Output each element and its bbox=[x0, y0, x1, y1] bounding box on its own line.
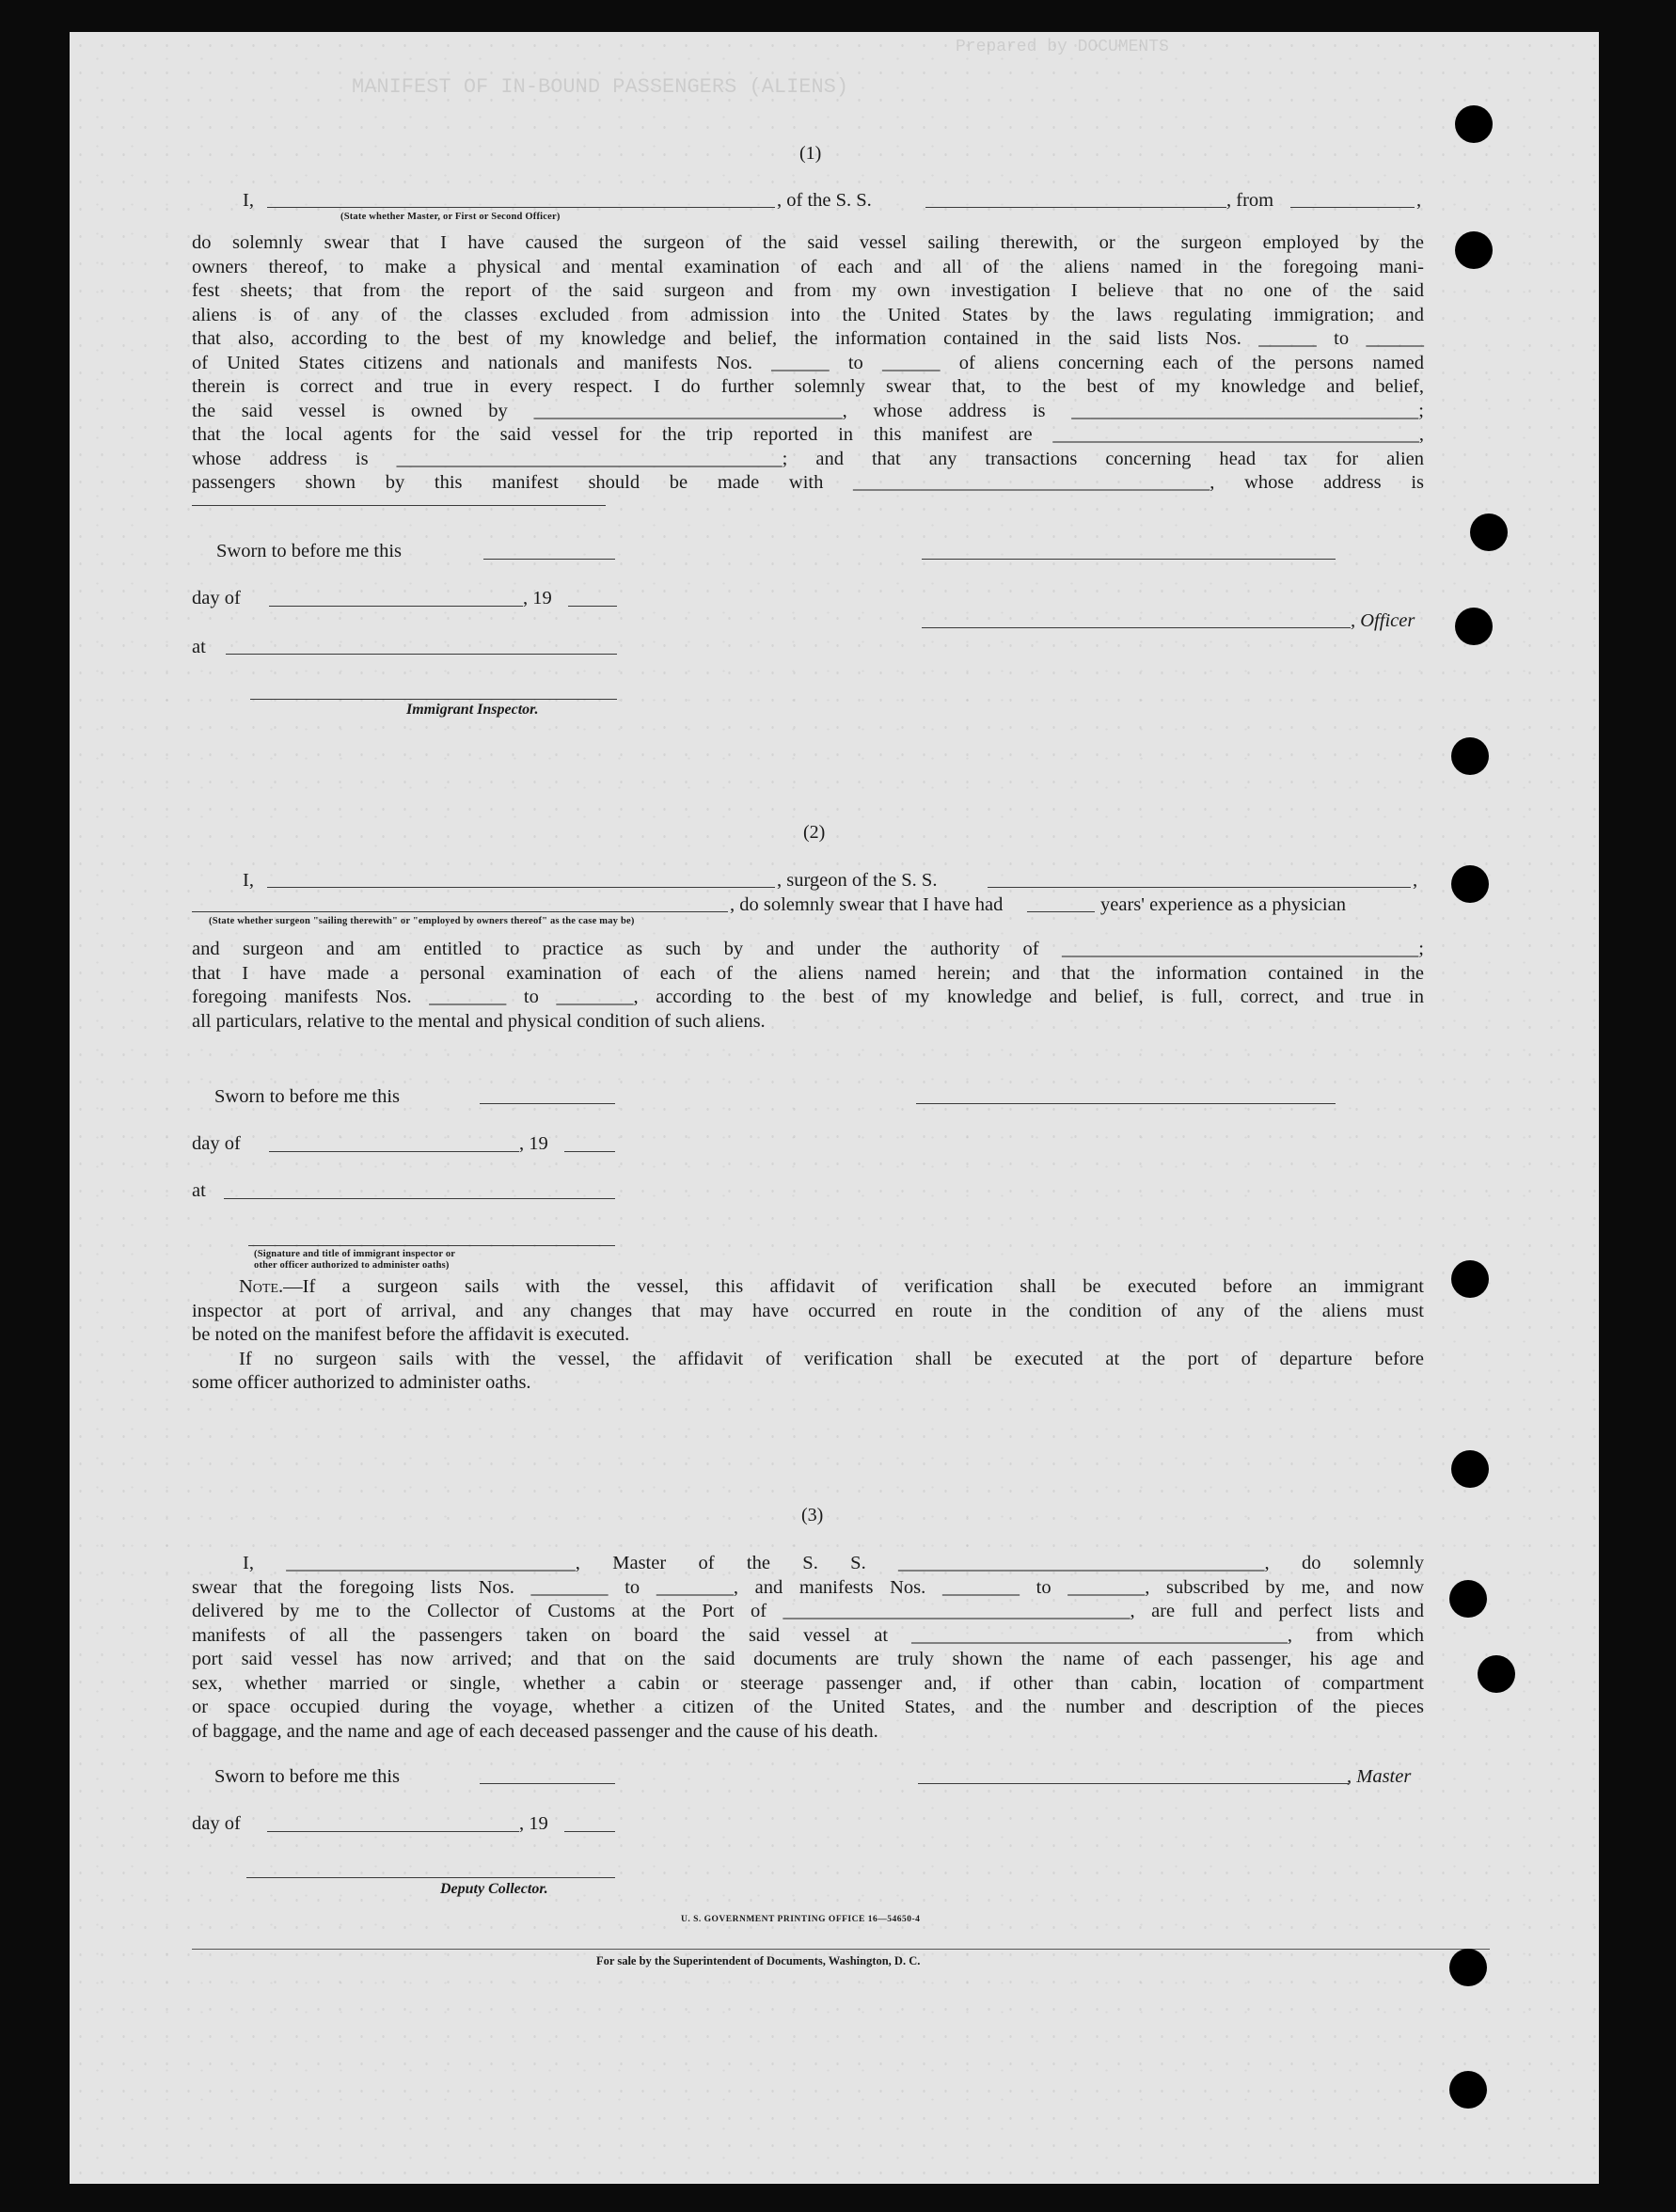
solemnly-swear-label: , do solemnly swear that I have had bbox=[730, 894, 1004, 915]
section-2-number: (2) bbox=[803, 822, 826, 843]
oath-line: delivered by me to the Collector of Customs at the Port of ____________________________________, are full and perfect lists and bbox=[192, 1601, 1424, 1621]
bleed-through-header-small: Prepared by DOCUMENTS bbox=[956, 38, 1169, 56]
for-sale-notice: For sale by the Superintendent of Documents, Washington, D. C. bbox=[596, 1954, 921, 1967]
oath-line: sex, whether married or single, whether a cabin or steerage passenger and, if other than cabin, location of compartment bbox=[192, 1672, 1424, 1694]
surgeon-signature-field[interactable] bbox=[916, 1103, 1336, 1104]
gpo-imprint: U. S. GOVERNMENT PRINTING OFFICE 16—54650-4 bbox=[681, 1915, 921, 1924]
oath-line: manifests of all the passengers taken on board the said vessel at _______________________________________, from which bbox=[192, 1624, 1424, 1646]
surgeon-status-field[interactable] bbox=[192, 911, 728, 912]
binder-hole bbox=[1455, 608, 1493, 645]
binder-hole bbox=[1449, 2071, 1487, 2109]
section-2-hint: (State whether surgeon "sailing therewith" or "employed by owners thereof" as the case may be) bbox=[209, 916, 635, 926]
sworn-label-3: Sworn to before me this bbox=[214, 1766, 400, 1787]
oath-line: port said vessel has now arrived; and that on the said documents are truly shown the name of each passenger, his age and bbox=[192, 1649, 1424, 1669]
surgeon-of-label: , surgeon of the S. S. bbox=[777, 870, 938, 891]
at-field-2[interactable] bbox=[224, 1198, 615, 1199]
footer-rule bbox=[192, 1949, 1490, 1950]
note-line bbox=[192, 1275, 1424, 1300]
oath-line: of United States citizens and nationals and manifests Nos. ______ to ______ of aliens concerning each of the persons named bbox=[192, 352, 1424, 373]
section-1-hint: (State whether Master, or First or Second Officer) bbox=[340, 212, 561, 222]
sworn-label-2: Sworn to before me this bbox=[214, 1086, 400, 1107]
note-line: some officer authorized to administer oaths. bbox=[192, 1372, 531, 1393]
binder-hole bbox=[1478, 1655, 1515, 1693]
comma: , bbox=[1416, 190, 1422, 211]
signature-hint-2: other officer authorized to administer oaths) bbox=[254, 1260, 450, 1271]
section-1-i: I, bbox=[243, 190, 254, 211]
section-1-oath-text bbox=[192, 231, 1424, 496]
oath-line: and surgeon and am entitled to practice as such by and under the authority of _____________________________________; bbox=[192, 939, 1424, 959]
section-3-oath-text bbox=[192, 1552, 1424, 1744]
deputy-collector-label: Deputy Collector. bbox=[440, 1881, 548, 1897]
binder-hole bbox=[1449, 1949, 1487, 1986]
day-of-field-3[interactable] bbox=[267, 1831, 519, 1832]
signature-hint-1: (Signature and title of immigrant inspector or bbox=[254, 1249, 456, 1259]
bleed-through-header: MANIFEST OF IN-BOUND PASSENGERS (ALIENS) bbox=[352, 75, 849, 99]
years-experience-label: years' experience as a physician bbox=[1100, 894, 1346, 915]
officer-signature-field[interactable] bbox=[922, 627, 1351, 628]
oath-line: that the local agents for the said vessel for the trip reported in this manifest are ______________________________________, bbox=[192, 424, 1424, 445]
note-line: If no surgeon sails with the vessel, the affidavit of verification shall be executed at the port of departure before bbox=[239, 1348, 1424, 1369]
of-the-ss-label: , of the S. S. bbox=[777, 190, 872, 211]
oath-line: swear that the foregoing lists Nos. ________ to ________, and manifests Nos. ________ to ________, subscribed by me, and now bbox=[192, 1576, 1424, 1598]
immigrant-inspector-label: Immigrant Inspector. bbox=[406, 702, 539, 718]
year-label-1: , 19 bbox=[523, 588, 552, 608]
binder-hole bbox=[1451, 865, 1489, 903]
at-label-2: at bbox=[192, 1180, 206, 1201]
binder-hole bbox=[1449, 1580, 1487, 1618]
binder-hole bbox=[1470, 514, 1508, 551]
inspector-signature-field[interactable] bbox=[250, 699, 617, 700]
year-label-3: , 19 bbox=[519, 1813, 548, 1834]
from-label: , from bbox=[1226, 190, 1274, 211]
year-field-2[interactable] bbox=[564, 1151, 615, 1152]
sworn-label-1: Sworn to before me this bbox=[216, 541, 402, 561]
oath-line: that also, according to the best of my knowledge and belief, the information contained in the said lists Nos. ______ to ______ bbox=[192, 328, 1424, 349]
oath-line: that I have made a personal examination of each of the aliens named herein; and that the information contained in the bbox=[192, 962, 1424, 984]
sworn-date-field-3[interactable] bbox=[480, 1783, 615, 1784]
day-of-field-2[interactable] bbox=[269, 1151, 519, 1152]
collector-signature-field[interactable] bbox=[246, 1877, 615, 1878]
section-2-oath-text bbox=[192, 938, 1424, 1034]
oath-line: I, ______________________________, Master of the S. S. ______________________________________, do solemnly bbox=[243, 1553, 1424, 1573]
year-field-3[interactable] bbox=[564, 1831, 615, 1832]
binder-hole bbox=[1451, 1260, 1489, 1298]
oath-line: whose address is ________________________________________; and that any transactions concerning head tax for alien bbox=[192, 448, 1424, 469]
oath-line: therein is correct and true in every respect. I do further solemnly swear that, to the best of my knowledge and belief, bbox=[192, 376, 1424, 397]
at-field-1[interactable] bbox=[226, 654, 617, 655]
sworn-date-field-1[interactable] bbox=[483, 559, 615, 560]
day-of-label-1: day of bbox=[192, 588, 241, 608]
binder-hole bbox=[1455, 231, 1493, 269]
oath-line: foregoing manifests Nos. ________ to ________, according to the best of my knowledge and belief, is full, correct, and true in bbox=[192, 987, 1424, 1007]
oath-line: of baggage, and the name and age of each deceased passenger and the cause of his death. bbox=[192, 1720, 878, 1742]
master-signature-field[interactable] bbox=[918, 1783, 1349, 1784]
oath-line: fest sheets; that from the report of the said surgeon and from my own investigation I believe that no one of the said bbox=[192, 280, 1424, 301]
authorized-officer-signature-field[interactable] bbox=[248, 1245, 615, 1246]
officer-signature-field-top[interactable] bbox=[922, 559, 1336, 560]
oath-line: all particulars, relative to the mental and physical condition of such aliens. bbox=[192, 1010, 766, 1032]
note-line-text: —If a surgeon sails with the vessel, this affidavit of verification shall be executed before an immigrant bbox=[283, 1276, 1424, 1297]
oath-line: owners thereof, to make a physical and mental examination of each and all of the aliens named in the foregoing mani- bbox=[192, 256, 1424, 277]
note-line: be noted on the manifest before the affidavit is executed. bbox=[192, 1324, 630, 1345]
day-of-label-3: day of bbox=[192, 1813, 241, 1834]
oath-line: or space occupied during the voyage, whether a citizen of the United States, and the number and description of the pieces bbox=[192, 1697, 1424, 1717]
day-of-field-1[interactable] bbox=[269, 606, 523, 607]
oath-line: the said vessel is owned by ________________________________, whose address is ____________________________________; bbox=[192, 400, 1424, 421]
oath-line: passengers shown by this manifest should be made with _____________________________________, whose address is bbox=[192, 472, 1424, 493]
note-label: Note. bbox=[239, 1276, 284, 1297]
binder-hole bbox=[1455, 105, 1493, 143]
section-3-number: (3) bbox=[801, 1505, 824, 1525]
note-text bbox=[192, 1275, 1424, 1396]
day-of-label-2: day of bbox=[192, 1133, 241, 1154]
surgeon-name-field[interactable] bbox=[267, 887, 775, 888]
master-name-field[interactable] bbox=[267, 207, 775, 208]
surgeon-vessel-field[interactable] bbox=[988, 887, 1411, 888]
from-port-field[interactable] bbox=[1290, 207, 1415, 208]
year-label-2: , 19 bbox=[519, 1133, 548, 1154]
master-label: , Master bbox=[1347, 1766, 1412, 1787]
officer-label: , Officer bbox=[1351, 610, 1415, 631]
sworn-date-field-2[interactable] bbox=[480, 1103, 615, 1104]
document-page bbox=[70, 32, 1599, 2184]
section-2-i: I, bbox=[243, 870, 254, 891]
binder-hole bbox=[1451, 737, 1489, 775]
note-line: inspector at port of arrival, and any changes that may have occurred en route in the condition of any of the aliens must bbox=[192, 1300, 1424, 1321]
oath-line: do solemnly swear that I have caused the surgeon of the said vessel sailing therewith, or the surgeon employed by the bbox=[192, 232, 1424, 253]
year-field-1[interactable] bbox=[568, 606, 617, 607]
years-experience-field[interactable] bbox=[1027, 911, 1095, 912]
head-tax-address-field[interactable] bbox=[192, 505, 606, 506]
at-label-1: at bbox=[192, 637, 206, 657]
comma: , bbox=[1413, 870, 1418, 891]
binder-hole bbox=[1451, 1450, 1489, 1488]
oath-line: aliens is of any of the classes excluded from admission into the United States by the laws regulating immigration; and bbox=[192, 304, 1424, 325]
vessel-name-field[interactable] bbox=[925, 207, 1226, 208]
section-1-number: (1) bbox=[799, 143, 822, 164]
